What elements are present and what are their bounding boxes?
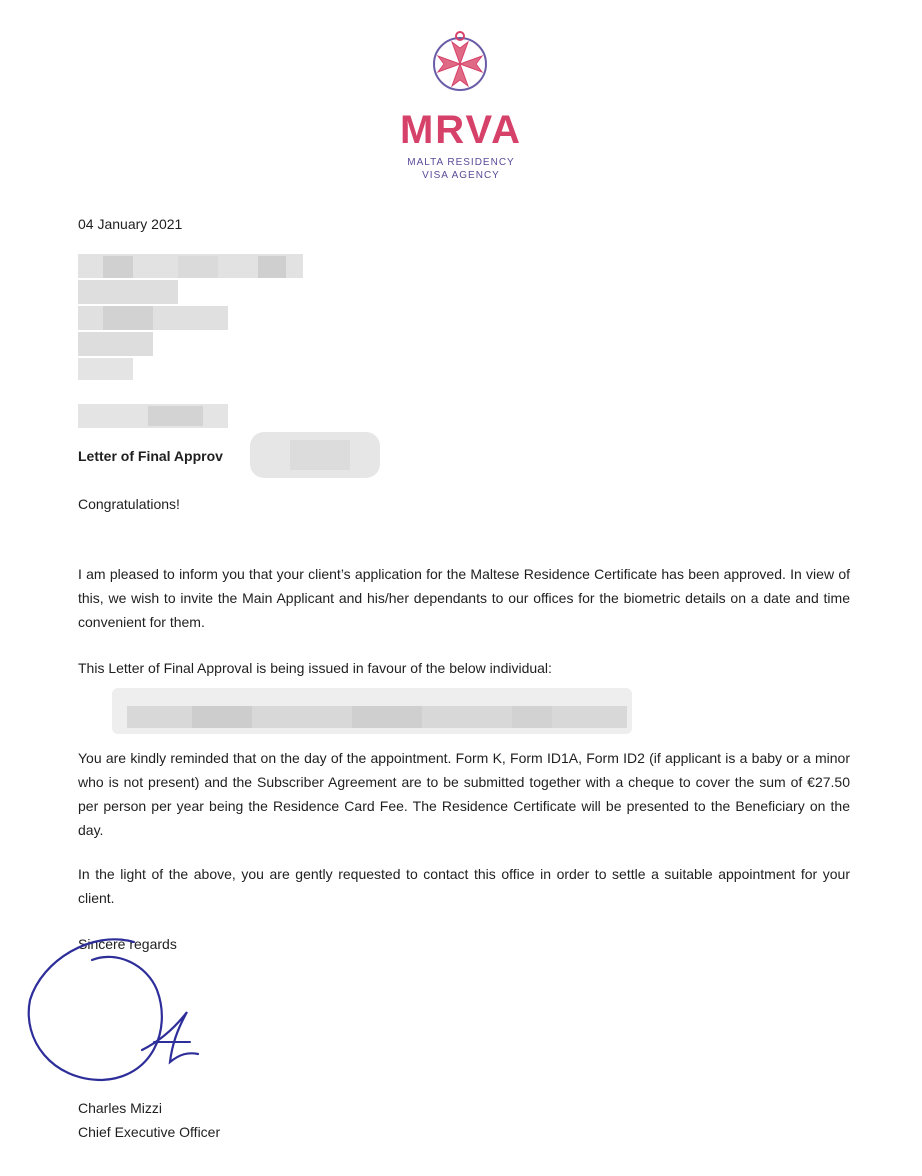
redacted-address-block [78,254,308,380]
logo-acronym: MRVA [399,108,523,152]
beneficiary-intro: This Letter of Final Approval is being issued in favour of the below individual: [78,660,552,676]
maltese-cross-emblem-icon [430,28,490,98]
signatory-title: Chief Executive Officer [78,1124,221,1140]
letter-subject: Letter of Final Approv [78,448,223,464]
handwritten-signature [22,930,222,1100]
logo-name-line2: VISA AGENCY [422,170,500,181]
appointment-reminder-paragraph: You are kindly reminded that on the day of the appointment. Form K, Form ID1A, Form ID2 (if applicant is a baby or a minor who is not present) and the Subscriber Agreement are to be submitted together with a cheque to cover the sum of €27.50 per person per year being the Residence Card Fee. The Residence Certificate will be presented to the Beneficiary on the day. [78,750,850,838]
letter-date: 04 January 2021 [78,216,183,232]
letter-closing: Sincere regards [78,936,177,952]
logo-name-line1: MALTA RESIDENCY [407,157,515,168]
letter-greeting: Congratulations! [78,496,180,512]
redacted-reference [78,404,228,428]
contact-request-paragraph: In the light of the above, you are gently requested to contact this office in order to settle a suitable appointment for your client. [78,866,850,906]
redacted-beneficiary-name [112,688,632,734]
approval-paragraph: I am pleased to inform you that your client’s application for the Maltese Residence Certificate has been approved. In view of this, we wish to invite the Main Applicant and his/her dependants to our offices for the biometric details on a date and time convenient for them. [78,566,850,630]
redacted-subject-tail [250,432,380,478]
signatory-name: Charles Mizzi [78,1100,163,1116]
